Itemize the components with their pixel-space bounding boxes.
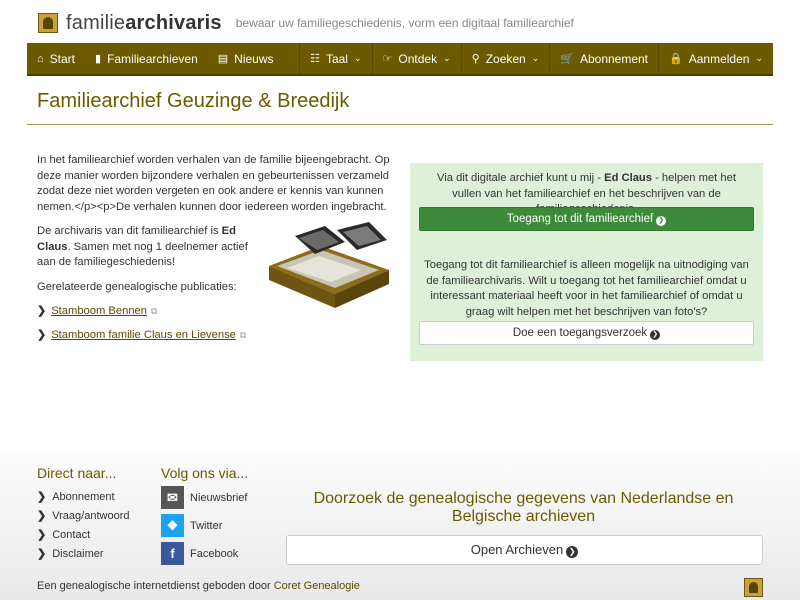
access-request-button[interactable] bbox=[419, 321, 754, 345]
nav-taal-label: Taal bbox=[325, 51, 348, 66]
archivist-suffix: . Samen met nog 1 deelnemer actief aan de familiegeschiedenis! bbox=[37, 240, 248, 268]
brand[interactable] bbox=[38, 10, 574, 36]
nav-nieuws[interactable] bbox=[208, 43, 284, 74]
access-request-button-label: Doe een toegangsverzoek bbox=[512, 327, 648, 339]
direct-links-heading: Direct naar... bbox=[37, 465, 117, 481]
archive-box-image bbox=[265, 218, 391, 310]
brand-tagline: bewaar uw familiegeschiedenis, vorm een digitaal familiearchief bbox=[235, 16, 574, 30]
archivist-name: Ed Claus bbox=[37, 225, 236, 253]
open-archives-button-label: Open Archieven bbox=[470, 542, 564, 557]
lock-icon: 🔒 bbox=[669, 53, 683, 65]
list-item[interactable] bbox=[37, 487, 129, 506]
facebook-link[interactable] bbox=[161, 542, 238, 565]
footer-link[interactable]: Abonnement bbox=[52, 490, 115, 503]
chevron-down-icon: ⌄ bbox=[353, 53, 362, 63]
cart-icon: 🛒 bbox=[560, 53, 574, 65]
archivist-prefix: De archivaris van dit familiearchief is bbox=[37, 225, 222, 237]
archivist-text bbox=[37, 224, 257, 271]
newsletter-label: Nieuwsbrief bbox=[190, 491, 248, 504]
book-icon: ▮ bbox=[95, 53, 102, 65]
external-link-icon: ⧉ bbox=[151, 306, 158, 316]
direct-links-list bbox=[37, 487, 129, 563]
access-info-text: Toegang tot dit familiearchief is alleen mogelijk na uitnodiging van de familiearchivaris. Wilt u toegang tot het familiearchief omdat u interessant materiaal heeft voor in het familiearchief of omdat u graag wilt helpen met het beschrijven van foto's? bbox=[424, 259, 749, 318]
nav-abonnement-label: Abonnement bbox=[579, 51, 649, 66]
external-link-icon: ⧉ bbox=[239, 329, 247, 340]
access-panel bbox=[410, 163, 763, 361]
newspaper-icon: ▤ bbox=[217, 53, 229, 65]
list-item[interactable] bbox=[37, 525, 129, 544]
chevron-down-icon: ⌄ bbox=[755, 53, 763, 63]
brand-name-bold: archivaris bbox=[125, 11, 222, 34]
twitter-label: Twitter bbox=[190, 519, 223, 532]
nav-familiearchieven[interactable] bbox=[85, 43, 208, 74]
chevron-right-icon: ❯ bbox=[37, 510, 47, 522]
chevron-right-icon: ❯ bbox=[37, 529, 47, 541]
hand-pointer-icon: ☞ bbox=[382, 53, 393, 65]
publication-link[interactable]: Stamboom Bennen bbox=[51, 305, 147, 317]
related-publications-label: Gerelateerde genealogische publicaties: bbox=[37, 280, 237, 293]
footer-link[interactable]: Contact bbox=[52, 528, 91, 541]
nav-ontdek-label: Ontdek bbox=[398, 51, 438, 66]
tree-logo-icon[interactable] bbox=[744, 578, 763, 597]
chevron-right-icon: ❯ bbox=[37, 548, 47, 560]
twitter-link[interactable] bbox=[161, 514, 222, 537]
facebook-icon: f bbox=[161, 542, 184, 565]
list-item bbox=[37, 328, 392, 344]
brand-name[interactable] bbox=[66, 12, 222, 35]
home-icon: ⌂ bbox=[37, 52, 44, 65]
page-title: Familiearchief Geuzinge & Breedijk bbox=[37, 90, 350, 112]
publication-link[interactable]: Stamboom familie Claus en Lievense bbox=[51, 328, 236, 341]
chevron-circle-right-icon: ❯ bbox=[650, 330, 660, 340]
nav-familiearchieven-label: Familiearchieven bbox=[107, 51, 198, 66]
nav-aanmelden-label: Aanmelden bbox=[688, 51, 750, 66]
access-archive-button[interactable] bbox=[419, 207, 754, 231]
coret-genealogie-link[interactable]: Coret Genealogie bbox=[273, 580, 360, 592]
chevron-circle-right-icon: ❯ bbox=[656, 216, 666, 226]
access-intro-prefix: Via dit digitale archief kunt u mij - bbox=[437, 172, 605, 184]
list-item[interactable] bbox=[37, 544, 129, 563]
chevron-right-icon: ❯ bbox=[37, 305, 47, 317]
chevron-right-icon: ❯ bbox=[37, 491, 47, 503]
nav-zoeken[interactable] bbox=[461, 43, 550, 74]
footer-link[interactable]: Disclaimer bbox=[52, 547, 104, 560]
chevron-right-icon: ❯ bbox=[37, 328, 47, 341]
nav-aanmelden[interactable] bbox=[658, 43, 773, 74]
follow-us-heading: Volg ons via... bbox=[161, 465, 249, 481]
chevron-down-icon: ⌄ bbox=[531, 53, 540, 63]
access-intro-name: Ed Claus bbox=[604, 172, 652, 184]
footer-link[interactable]: Vraag/antwoord bbox=[52, 509, 130, 522]
open-archives-button[interactable] bbox=[286, 535, 763, 565]
access-intro-suffix: - helpen met het vullen van het familiearchief en het beschrijven van de bbox=[452, 172, 736, 200]
chevron-down-icon: ⌄ bbox=[443, 53, 451, 63]
nav-start-label: Start bbox=[49, 51, 75, 66]
copyright-prefix: Een genealogische internetdienst geboden door bbox=[37, 580, 274, 592]
language-icon: ☷ bbox=[310, 53, 320, 65]
intro-text: In het familiearchief worden verhalen van de familie bijeengebracht. Op deze manier worden bijzondere verhalen en gebeurtenissen verzameld zodat deze niet worden vergeten en ook andere er kennis van kunnen nemen.</p><p>De verhalen kunnen door iedereen worden ingebracht. bbox=[37, 154, 390, 213]
tree-logo-icon[interactable] bbox=[38, 13, 58, 33]
list-item[interactable] bbox=[37, 506, 129, 525]
main-navbar bbox=[27, 43, 773, 76]
twitter-icon: ❖ bbox=[161, 514, 184, 537]
facebook-label: Facebook bbox=[190, 547, 239, 560]
title-divider bbox=[27, 124, 773, 125]
archive-search-heading: Doorzoek de genealogische gegevens van Nederlandse en Belgische archieven bbox=[313, 490, 734, 525]
nav-zoeken-label: Zoeken bbox=[485, 51, 526, 66]
nav-taal[interactable] bbox=[299, 43, 371, 74]
nav-start[interactable] bbox=[27, 43, 85, 74]
nav-nieuws-label: Nieuws bbox=[234, 51, 274, 66]
nav-spacer bbox=[284, 43, 300, 74]
nav-abonnement[interactable] bbox=[549, 43, 658, 74]
newsletter-link[interactable] bbox=[161, 486, 247, 509]
nav-ontdek[interactable] bbox=[372, 43, 461, 74]
brand-name-light: familie bbox=[66, 11, 126, 34]
chevron-circle-right-icon: ❯ bbox=[566, 546, 578, 558]
copyright-text bbox=[37, 580, 360, 592]
search-icon: ⚲ bbox=[471, 53, 480, 65]
access-archive-button-label: Toegang tot dit familiearchief bbox=[506, 213, 654, 225]
newsletter-icon: ✉ bbox=[161, 486, 184, 509]
